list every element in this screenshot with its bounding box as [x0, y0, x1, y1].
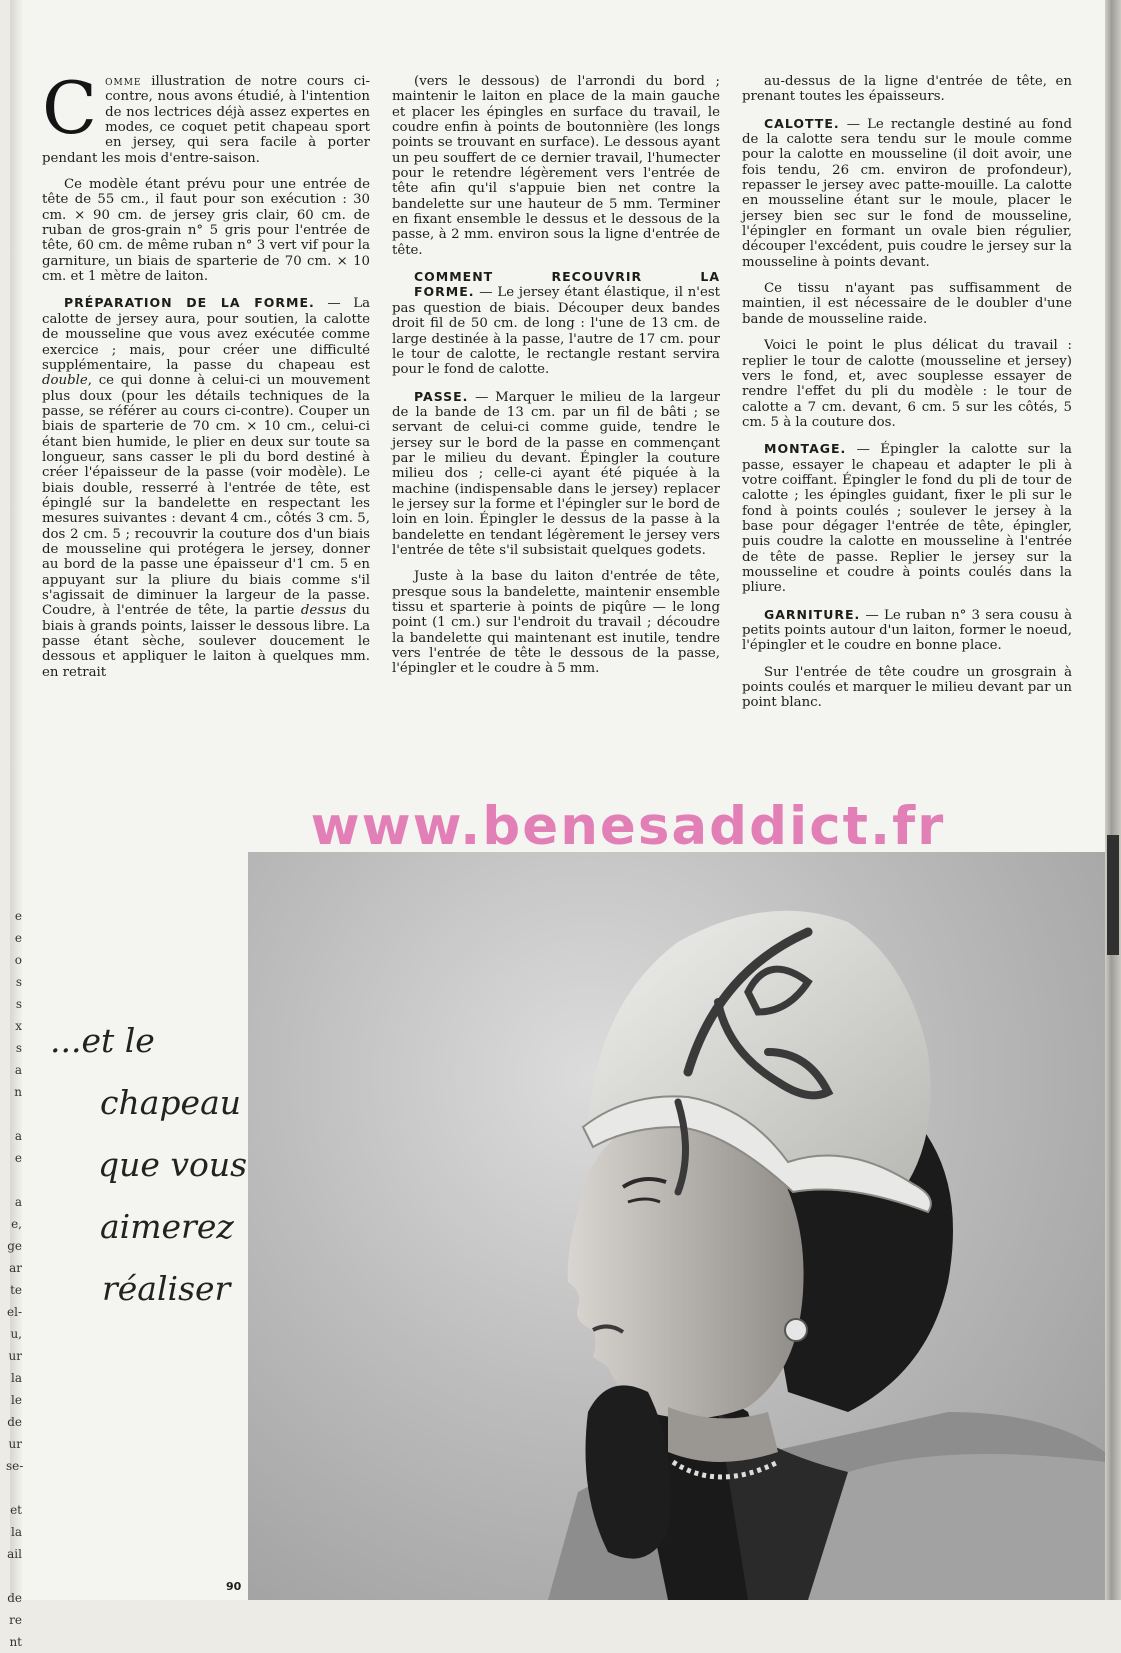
margin-fragment: s [15, 997, 22, 1011]
margin-fragment: n [14, 1085, 22, 1099]
intro-text: illustration de notre cours ci-contre, nous avons étudié, à l'intention de nos lectrices déjà assez expertes en modes, ce coquet petit chapeau sport en jersey, qui sera facile à porter pendant les mois d'entre-saison. [42, 74, 370, 166]
text-column-2 [392, 74, 720, 688]
margin-fragment: a [14, 1063, 22, 1077]
heading-montage: MONTAGE. [764, 441, 847, 457]
edge-tab [1107, 835, 1119, 955]
delicat-paragraph: Voici le point le plus délicat du travail : replier le tour de calotte (mousseline et jersey) vers le fond, et, avec souplesse essayer de rendre l'effet du pli du modèle : le tour de calotte a 7 cm. devant, 6 cm. 5 sur les côtés, 5 cm. 5 à la couture dos. [742, 338, 1072, 430]
calotte-paragraph [742, 116, 1072, 270]
recouvrir-text: — Le jersey étant élastique, il n'est pas question de biais. Découper deux bandes droit fil de 50 cm. de long : l'une de 13 cm. de large destinée à la passe, l'autre de 17 cm. pour le tour de calotte, le rectangle restant servira pour le fond de calotte. [392, 285, 720, 378]
margin-fragment: s [15, 975, 22, 989]
portrait-photo [248, 852, 1105, 1600]
caption-line: réaliser [102, 1269, 231, 1308]
margin-fragment: de [7, 1591, 22, 1605]
margin-fragment: se- [6, 1459, 24, 1473]
margin-fragment: te [10, 1283, 22, 1297]
margin-fragment [6, 1565, 22, 1587]
passe-text: — Marquer le milieu de la largeur de la bande de 13 cm. par un fil de bâti ; se servant de celui-ci comme guide, tendre le jersey sur le bord de la passe en commençant par le milieu du devant. Épingler la couture milieu dos ; celle-ci ayant été piquée à la machine (indispensable dans le jersey) replacer le jersey sur la forme et l'épingler sur le bord de loin en loin. Épingler le dessus de la passe à la bandelette en tendant légèrement le jersey vers l'entrée de tête s'il subsistait quelques godets. [392, 389, 720, 558]
passe-paragraph [392, 389, 720, 559]
heading-garniture: GARNITURE. [764, 606, 861, 622]
preparation-paragraph [42, 295, 370, 680]
maintien-paragraph: Ce tissu n'ayant pas suffisamment de maintien, il est nécessaire de le doubler d'une bande de mousseline raide. [742, 281, 1072, 327]
watermark-url: www.benesaddict.fr [310, 796, 946, 857]
caption-line: ...et le [50, 1021, 155, 1060]
preparation-text-b: , ce qui donne à celui-ci un mouvement plus doux (pour les détails techniques de la passe, se référer au cours ci-contre). Couper un biais de sparterie de 70 cm. × 10 cm., celui-ci étant bien humide, le plier en deux sur toute sa longueur, sans casser le pli du bord destiné à créer l'épaisseur de la passe (voir modèle). Le biais double, resserré à l'entrée de tête, est épinglé sur la bandelette en respectant les mesures suivantes : devant 4 cm., côtés 3 cm. 5, dos 2 cm. 5 ; recouvrir la couture dos d'un biais de mousseline qui protégera le jersey, donner au bord de la passe une épaisseur d'1 cm. 5 en appuyant sur la pliure du biais comme s'il s'agissait de diminuer la largeur de la passe. Coudre, à l'entrée de tête, la partie [42, 373, 370, 619]
woman-with-hat-illustration [248, 852, 1105, 1600]
garniture-text: — Le ruban n° 3 sera cousu à petits points autour d'un laiton, former le noeud, l'épingler et le coudre en bonne place. [742, 607, 1072, 654]
laiton-paragraph: Juste à la base du laiton d'entrée de tête, presque sous la bandelette, maintenir ensemble tissu et sparterie à points de piqûre — le long point (1 cm.) sur l'endroit du travail ; découdre la bandelette qui maintenant est inutile, tendre vers l'entrée de tête le dessous de la passe, l'épingler et le coudre à 5 mm. [392, 569, 720, 677]
preparation-italic-double: double [42, 373, 88, 389]
preparation-text-c: du biais à grands points, laisser le dessous libre. La passe étant sèche, soulever doucement le dessous et appliquer le laiton à quelques mm. en retrait [42, 603, 371, 680]
intro-paragraph [42, 66, 370, 166]
margin-fragment: a [14, 1129, 22, 1143]
heading-preparation: PRÉPARATION DE LA FORME. [64, 295, 315, 311]
adjacent-page-edge [1105, 0, 1121, 1600]
text-column-1 [42, 66, 371, 691]
margin-fragment: el- [7, 1305, 22, 1319]
margin-fragment: e [14, 1151, 22, 1165]
calotte-text: — Le rectangle destiné au fond de la calotte sera tendu sur le moule comme pour la calotte en mousseline (il doit avoir, une fois tendu, 26 cm. environ de profondeur), repasser le jersey avec patte-mouille. La calotte en mousseline étant sur le moule, placer le jersey bien sec sur le fond de mousseline, l'épingler en formant un ovale bien régulier, découper l'excédent, puis coudre le jersey sur la mousseline à points devant. [742, 116, 1072, 270]
margin-fragment: ur [8, 1437, 22, 1451]
text-column-3 [742, 74, 1072, 722]
margin-fragment: o [14, 953, 22, 967]
materials-paragraph: Ce modèle étant prévu pour une entrée de tête de 55 cm., il faut pour son exécution : 30 cm. × 90 cm. de jersey gris clair, 60 cm. de ruban de gros-grain n° 5 gris pour l'entrée de tête, 60 cm. de même ruban n° 3 vert vif pour la garniture, un biais de sparterie de 70 cm. × 10 cm. et 1 mètre de laiton. [42, 177, 370, 285]
photo-caption [50, 1010, 250, 1320]
heading-word-recouvrir: RECOUVRIR [551, 269, 643, 285]
heading-calotte: CALOTTE. [764, 115, 840, 131]
page-number: 90 [226, 1580, 242, 1593]
margin-fragment: la [11, 1371, 22, 1385]
montage-paragraph [742, 441, 1072, 595]
heading-comment-recouvrir [392, 269, 720, 284]
caption-line: que vous [98, 1145, 248, 1184]
margin-fragment: e [14, 931, 22, 945]
margin-fragment: s [15, 1041, 22, 1055]
margin-fragment: e [14, 909, 22, 923]
margin-fragment: ge [7, 1239, 22, 1253]
heading-word-la: LA [700, 269, 720, 285]
preparation-text-a: — La calotte de jersey aura, pour soutien, la calotte de mousseline que vous avez exécutée comme exercice ; mais, pour créer une difficulté supplémentaire, la passe du chapeau est [42, 296, 371, 373]
heading-word-comment: COMMENT [414, 269, 494, 285]
magazine-page [6, 0, 1105, 1649]
recouvrir-paragraph [392, 284, 720, 377]
margin-fragment: et [10, 1503, 22, 1517]
margin-fragment: le [11, 1393, 22, 1407]
margin-fragment [6, 1169, 22, 1191]
heading-word-forme: FORME. [414, 284, 475, 300]
grosgrain-paragraph: Sur l'entrée de tête coudre un grosgrain à points coulés et marquer le milieu devant par un point blanc. [742, 664, 1072, 711]
margin-fragment [6, 1477, 22, 1499]
continuation-paragraph-3: au-dessus de la ligne d'entrée de tête, en prenant toutes les épaisseurs. [742, 74, 1072, 105]
margin-fragment [6, 1103, 22, 1125]
garniture-paragraph [742, 607, 1072, 654]
margin-fragment: la [11, 1525, 22, 1539]
margin-fragment: de [7, 1415, 22, 1429]
margin-fragment: ur [8, 1349, 22, 1363]
margin-fragment: re [9, 1613, 22, 1627]
margin-fragment: e, [11, 1217, 22, 1231]
margin-fragment: ail [7, 1547, 22, 1561]
margin-fragment: x [15, 1019, 22, 1033]
continuation-paragraph: (vers le dessous) de l'arrondi du bord ; maintenir le laiton en place de la main gauche et placer les épingles en surface du travail, le coudre enfin à points de boutonnière (les longs points se trouvant en surface). Le dessous ayant un peu souffert de ce dernier travail, l'humecter pour le retendre légèrement vers l'entrée de tête afin qu'il s'appuie bien net contre la bandelette sur une hauteur de 5 mm. Terminer en fixant ensemble le dessus et le dessous de la passe, à 2 mm. environ sous la ligne d'entrée de tête. [392, 74, 720, 258]
heading-passe: PASSE. [414, 388, 469, 404]
margin-fragment: ar [9, 1261, 22, 1275]
drop-cap: C [42, 66, 98, 150]
caption-line: chapeau [100, 1083, 241, 1122]
margin-fragment: u, [10, 1327, 22, 1341]
adjacent-page-fragments [6, 905, 22, 1653]
margin-fragment: a [14, 1195, 22, 1209]
preparation-italic-dessus: dessus [300, 603, 347, 619]
margin-fragment: nt [9, 1635, 22, 1649]
montage-text: — Épingler la calotte sur la passe, essayer le chapeau et adapter le pli à votre coiffant. Épingler le fond du pli de tour de calotte ; les épingles guidant, fixer le pli sur le fond à points coulés ; soulever le jersey à la base pour dégager l'entrée de tête, épingler, puis coudre la calotte en mousseline à l'entrée de tête de passe. Replier le jersey sur la mousseline et coudre à points coulés dans la pliure. [742, 442, 1072, 596]
caption-line: aimerez [100, 1207, 234, 1246]
intro-smallcaps: omme [105, 74, 142, 89]
